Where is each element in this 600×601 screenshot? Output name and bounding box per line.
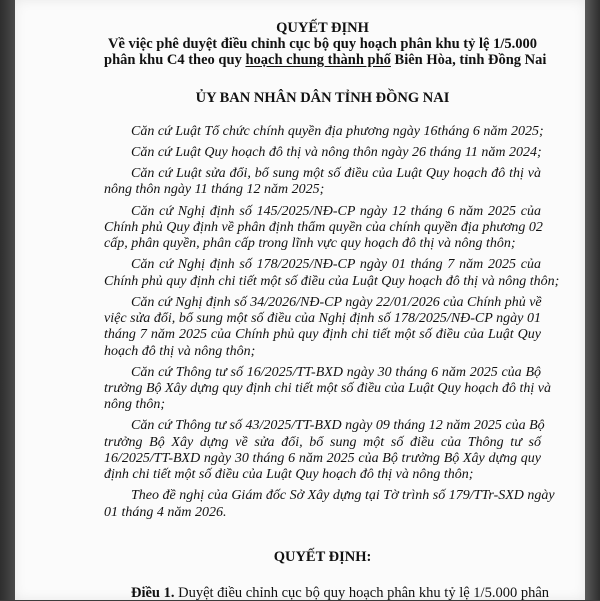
document-subtitle-line-2 bbox=[104, 52, 547, 69]
preamble bbox=[104, 124, 560, 521]
legal-basis-paragraph bbox=[104, 364, 551, 414]
legal-basis-paragraph bbox=[104, 166, 541, 199]
paragraph-line: Căn cứ Thông tư số 16/2025/TT-BXD ngày 30 tháng 6 năm 2025 của Bộ bbox=[131, 364, 541, 380]
paragraph-line: cấp, phân quyền, phân cấp trong lĩnh vực quy hoạch đô thị và nông thôn; bbox=[104, 236, 516, 252]
article-label: Điều 1. bbox=[131, 585, 175, 601]
paragraph-line: việc sửa đổi, bổ sung một số điều của Nghị định số 178/2025/NĐ-CP ngày 01 bbox=[104, 310, 541, 326]
paragraph-line: 01 tháng 4 năm 2026. bbox=[104, 504, 227, 520]
legal-basis-paragraph bbox=[104, 418, 545, 483]
subtitle-underlined-text: hoạch chung thành phố bbox=[245, 52, 391, 68]
paragraph-line: trưởng Bộ Xây dựng về sửa đổi, bổ sung một số điều của Thông tư số bbox=[104, 434, 541, 450]
legal-basis-paragraph bbox=[104, 124, 544, 140]
left-background-edge bbox=[0, 0, 15, 600]
article-1 bbox=[104, 585, 550, 601]
legal-basis-paragraph bbox=[104, 488, 555, 521]
article-text: Duyệt điều chỉnh cục bộ quy hoạch phân khu tỷ lệ 1/5.000 phân bbox=[174, 585, 550, 601]
paragraph-line: định chi tiết một số điều của Luật Quy hoạch đô thị và nông thôn; bbox=[104, 467, 474, 483]
legal-basis-paragraph bbox=[104, 145, 541, 161]
decision-heading: QUYẾT ĐỊNH: bbox=[273, 549, 372, 565]
paragraph-line: 16/2025/TT-BXD ngày 30 tháng 6 năm 2025 của Bộ trưởng Bộ Xây dựng quy bbox=[104, 450, 541, 466]
paragraph-line: Căn cứ Luật sửa đổi, bổ sung một số điều của Luật Quy hoạch đô thị và bbox=[131, 166, 541, 182]
paragraph-line: Căn cứ Nghị định số 145/2025/NĐ-CP ngày 12 tháng 6 năm 2025 của bbox=[131, 203, 541, 219]
paragraph-line: Chính phủ quy định chi tiết một số điều của Luật Quy hoạch đô thị và nông thôn; bbox=[104, 273, 560, 289]
paragraph-line: Căn cứ Nghị định số 34/2026/NĐ-CP ngày 22/01/2026 của Chính phủ về bbox=[131, 294, 542, 310]
paragraph-line: Theo đề nghị của Giám đốc Sở Xây dựng tại Tờ trình số 179/TTr-SXD ngày bbox=[131, 488, 555, 504]
paragraph-line: nông thôn; bbox=[104, 397, 166, 413]
paragraph-line: Chính phủ Quy định về phân định thẩm quyền của chính quyền địa phương 02 bbox=[104, 219, 543, 235]
paragraph-line: Căn cứ Luật Quy hoạch đô thị và nông thôn ngày 26 tháng 11 năm 2024; bbox=[131, 145, 542, 161]
paragraph-line: hoạch đô thị và nông thôn; bbox=[104, 343, 256, 359]
right-background-edge bbox=[585, 0, 600, 600]
issuing-authority: ỦY BAN NHÂN DÂN TỈNH ĐỒNG NAI bbox=[195, 90, 450, 106]
legal-basis-paragraph bbox=[104, 257, 560, 290]
paragraph-line: Căn cứ Nghị định số 178/2025/NĐ-CP ngày 01 tháng 7 năm 2025 của bbox=[131, 257, 541, 273]
paragraph-line: Căn cứ Thông tư số 43/2025/TT-BXD ngày 09 tháng 12 năm 2025 của Bộ bbox=[131, 418, 545, 434]
document-subtitle-line-1: Về việc phê duyệt điều chỉnh cục bộ quy hoạch phân khu tỷ lệ 1/5.000 bbox=[107, 36, 538, 52]
paragraph-line: trưởng Bộ Xây dựng quy định chi tiết một số điều của Luật Quy hoạch đô thị và bbox=[104, 380, 551, 396]
legal-basis-paragraph bbox=[104, 295, 541, 360]
paragraph-line: nông thôn ngày 11 tháng 12 năm 2025; bbox=[104, 182, 325, 198]
legal-basis-paragraph bbox=[104, 204, 541, 253]
subtitle-text: phân khu C4 theo quy bbox=[104, 52, 246, 68]
paragraph-line: Căn cứ Luật Tổ chức chính quyền địa phương ngày 16tháng 6 năm 2025; bbox=[131, 124, 544, 139]
paragraph-line: tháng 7 năm 2025 của Chính phủ quy định chi tiết một số điều của Luật Quy bbox=[104, 327, 541, 343]
document-title: QUYẾT ĐỊNH bbox=[276, 20, 369, 36]
subtitle-text: Biên Hòa, tỉnh Đồng Nai bbox=[390, 52, 547, 68]
